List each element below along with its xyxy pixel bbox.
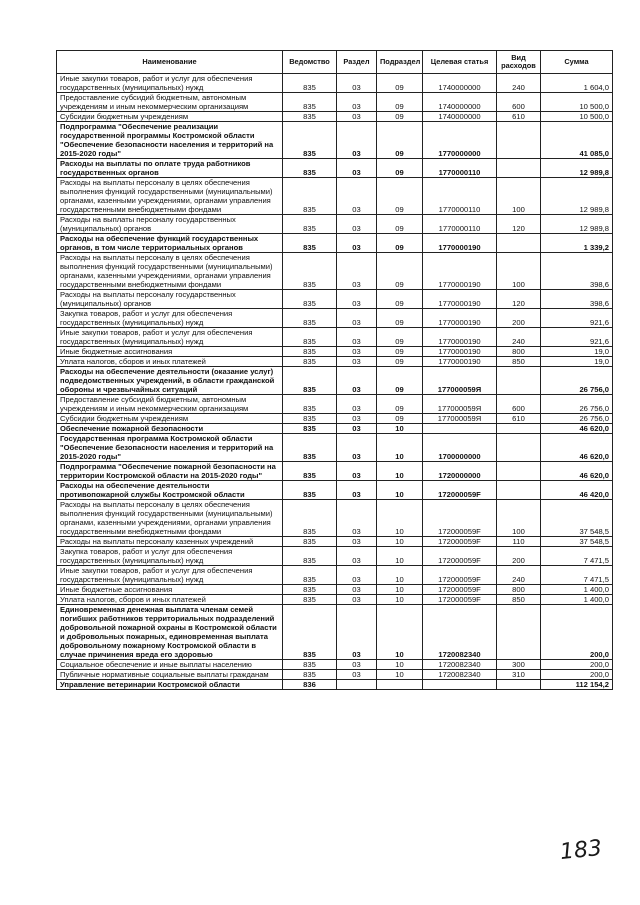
cell-expense-type: 800 bbox=[497, 585, 541, 595]
cell-amount: 37 548,5 bbox=[541, 537, 613, 547]
cell-name: Единовременная денежная выплата членам семей погибших работников территориальных подразделений добровольной пожарной охраны в Костромской области и добровольных пожарных, единовременная выплата добровольному пожарному Костромской области в случае причинения вреда его здоровью bbox=[57, 605, 283, 660]
cell-name: Субсидии бюджетным учреждениям bbox=[57, 414, 283, 424]
cell-subsection: 09 bbox=[377, 367, 423, 395]
cell-department: 835 bbox=[283, 414, 337, 424]
cell-section: 03 bbox=[337, 328, 377, 347]
cell-target-article: 1770000110 bbox=[423, 178, 497, 215]
cell-department: 835 bbox=[283, 74, 337, 93]
cell-target-article: 1770000110 bbox=[423, 159, 497, 178]
cell-expense-type: 120 bbox=[497, 290, 541, 309]
cell-amount: 1 604,0 bbox=[541, 74, 613, 93]
table-row bbox=[57, 357, 613, 367]
table-row bbox=[57, 395, 613, 414]
cell-amount: 200,0 bbox=[541, 670, 613, 680]
table-row bbox=[57, 595, 613, 605]
cell-subsection: 09 bbox=[377, 328, 423, 347]
cell-section: 03 bbox=[337, 159, 377, 178]
cell-target-article: 1770000190 bbox=[423, 357, 497, 367]
table-row bbox=[57, 670, 613, 680]
cell-name: Иные бюджетные ассигнования bbox=[57, 347, 283, 357]
table-body bbox=[57, 74, 613, 690]
cell-department: 835 bbox=[283, 290, 337, 309]
table-row bbox=[57, 328, 613, 347]
cell-target-article: 1770000190 bbox=[423, 347, 497, 357]
cell-subsection: 10 bbox=[377, 500, 423, 537]
cell-department: 835 bbox=[283, 595, 337, 605]
cell-amount: 26 756,0 bbox=[541, 395, 613, 414]
cell-department: 835 bbox=[283, 357, 337, 367]
cell-section: 03 bbox=[337, 290, 377, 309]
cell-expense-type bbox=[497, 434, 541, 462]
cell-section: 03 bbox=[337, 309, 377, 328]
cell-subsection: 09 bbox=[377, 357, 423, 367]
cell-amount: 398,6 bbox=[541, 290, 613, 309]
cell-target-article: 172000059F bbox=[423, 566, 497, 585]
cell-target-article bbox=[423, 680, 497, 690]
cell-name: Расходы на выплаты персоналу государственных (муниципальных) органов bbox=[57, 290, 283, 309]
cell-department: 835 bbox=[283, 234, 337, 253]
cell-target-article: 177000059Я bbox=[423, 395, 497, 414]
cell-expense-type bbox=[497, 122, 541, 159]
cell-target-article: 1770000190 bbox=[423, 328, 497, 347]
table-row bbox=[57, 215, 613, 234]
cell-department: 835 bbox=[283, 178, 337, 215]
cell-expense-type: 200 bbox=[497, 309, 541, 328]
cell-expense-type: 850 bbox=[497, 357, 541, 367]
cell-target-article: 1740000000 bbox=[423, 93, 497, 112]
cell-expense-type: 110 bbox=[497, 537, 541, 547]
table-row bbox=[57, 585, 613, 595]
budget-table bbox=[56, 50, 613, 690]
cell-name: Подпрограмма "Обеспечение пожарной безопасности на территории Костромской области на 2015-2020 годы" bbox=[57, 462, 283, 481]
cell-amount: 200,0 bbox=[541, 660, 613, 670]
cell-section: 03 bbox=[337, 253, 377, 290]
header-subsection: Подраздел bbox=[377, 51, 423, 74]
cell-target-article: 1740000000 bbox=[423, 74, 497, 93]
cell-subsection bbox=[377, 680, 423, 690]
cell-expense-type: 300 bbox=[497, 660, 541, 670]
cell-expense-type: 610 bbox=[497, 112, 541, 122]
table-row bbox=[57, 290, 613, 309]
cell-name: Расходы на выплаты персоналу казенных учреждений bbox=[57, 537, 283, 547]
cell-section: 03 bbox=[337, 605, 377, 660]
header-target-article: Целевая статья bbox=[423, 51, 497, 74]
cell-name: Расходы на обеспечение деятельности противопожарной службы Костромской области bbox=[57, 481, 283, 500]
cell-department: 835 bbox=[283, 481, 337, 500]
cell-subsection: 10 bbox=[377, 595, 423, 605]
table-header-row bbox=[57, 51, 613, 74]
cell-subsection: 09 bbox=[377, 74, 423, 93]
cell-subsection: 09 bbox=[377, 93, 423, 112]
page-number: 183 bbox=[558, 835, 604, 866]
cell-section: 03 bbox=[337, 347, 377, 357]
cell-section: 03 bbox=[337, 215, 377, 234]
cell-amount: 7 471,5 bbox=[541, 566, 613, 585]
cell-amount: 921,6 bbox=[541, 309, 613, 328]
cell-section: 03 bbox=[337, 74, 377, 93]
cell-expense-type: 240 bbox=[497, 74, 541, 93]
cell-subsection: 09 bbox=[377, 178, 423, 215]
cell-section: 03 bbox=[337, 566, 377, 585]
header-amount: Сумма bbox=[541, 51, 613, 74]
cell-department: 835 bbox=[283, 566, 337, 585]
cell-target-article: 1770000190 bbox=[423, 253, 497, 290]
cell-expense-type: 120 bbox=[497, 215, 541, 234]
cell-department: 836 bbox=[283, 680, 337, 690]
cell-expense-type: 850 bbox=[497, 595, 541, 605]
cell-section: 03 bbox=[337, 537, 377, 547]
cell-expense-type: 310 bbox=[497, 670, 541, 680]
cell-department: 835 bbox=[283, 547, 337, 566]
cell-name: Расходы на обеспечение деятельности (оказание услуг) подведомственных учреждений, в области гражданской обороны и чрезвычайных ситуаций bbox=[57, 367, 283, 395]
cell-amount: 1 400,0 bbox=[541, 585, 613, 595]
cell-amount: 1 400,0 bbox=[541, 595, 613, 605]
cell-department: 835 bbox=[283, 328, 337, 347]
cell-target-article: 172000059F bbox=[423, 500, 497, 537]
cell-name: Субсидии бюджетным учреждениям bbox=[57, 112, 283, 122]
cell-subsection: 10 bbox=[377, 585, 423, 595]
cell-subsection: 09 bbox=[377, 234, 423, 253]
cell-subsection: 09 bbox=[377, 253, 423, 290]
header-expense-type: Вид расходов bbox=[497, 51, 541, 74]
cell-name: Расходы на выплаты персоналу в целях обеспечения выполнения функций государственными (муниципальными) органами, казенными учреждениями, органами управления государственными внебюджетными фондами bbox=[57, 178, 283, 215]
cell-section: 03 bbox=[337, 112, 377, 122]
cell-department: 835 bbox=[283, 215, 337, 234]
cell-section: 03 bbox=[337, 481, 377, 500]
cell-section: 03 bbox=[337, 234, 377, 253]
header-name: Наименование bbox=[57, 51, 283, 74]
table-row bbox=[57, 566, 613, 585]
table-row bbox=[57, 414, 613, 424]
cell-amount: 398,6 bbox=[541, 253, 613, 290]
cell-expense-type: 100 bbox=[497, 500, 541, 537]
cell-subsection: 10 bbox=[377, 605, 423, 660]
table-row bbox=[57, 680, 613, 690]
cell-expense-type: 610 bbox=[497, 414, 541, 424]
cell-name: Управление ветеринарии Костромской области bbox=[57, 680, 283, 690]
cell-section: 03 bbox=[337, 434, 377, 462]
cell-amount: 200,0 bbox=[541, 605, 613, 660]
cell-section: 03 bbox=[337, 93, 377, 112]
cell-target-article: 172000059F bbox=[423, 595, 497, 605]
table-row bbox=[57, 424, 613, 434]
cell-target-article: 172000059F bbox=[423, 547, 497, 566]
cell-expense-type bbox=[497, 424, 541, 434]
cell-amount: 12 989,8 bbox=[541, 215, 613, 234]
table-row bbox=[57, 74, 613, 93]
cell-target-article: 1740000000 bbox=[423, 112, 497, 122]
cell-name: Иные закупки товаров, работ и услуг для обеспечения государственных (муниципальных) нужд bbox=[57, 74, 283, 93]
table-row bbox=[57, 309, 613, 328]
cell-amount: 26 756,0 bbox=[541, 414, 613, 424]
table-row bbox=[57, 660, 613, 670]
cell-section: 03 bbox=[337, 595, 377, 605]
cell-target-article: 1720082340 bbox=[423, 605, 497, 660]
table-row bbox=[57, 605, 613, 660]
cell-subsection: 10 bbox=[377, 547, 423, 566]
cell-expense-type: 240 bbox=[497, 566, 541, 585]
cell-department: 835 bbox=[283, 395, 337, 414]
cell-amount: 37 548,5 bbox=[541, 500, 613, 537]
cell-department: 835 bbox=[283, 253, 337, 290]
header-section: Раздел bbox=[337, 51, 377, 74]
cell-subsection: 10 bbox=[377, 434, 423, 462]
cell-amount: 1 339,2 bbox=[541, 234, 613, 253]
cell-expense-type: 800 bbox=[497, 347, 541, 357]
cell-name: Расходы на выплаты персоналу в целях обеспечения выполнения функций государственными (муниципальными) органами, казенными учреждениями, органами управления государственными внебюджетными фондами bbox=[57, 253, 283, 290]
cell-section: 03 bbox=[337, 585, 377, 595]
cell-subsection: 10 bbox=[377, 481, 423, 500]
cell-name: Обеспечение пожарной безопасности bbox=[57, 424, 283, 434]
cell-expense-type bbox=[497, 159, 541, 178]
cell-amount: 12 989,8 bbox=[541, 159, 613, 178]
cell-target-article: 172000059F bbox=[423, 585, 497, 595]
cell-department: 835 bbox=[283, 537, 337, 547]
table-row bbox=[57, 347, 613, 357]
cell-expense-type: 100 bbox=[497, 253, 541, 290]
cell-expense-type bbox=[497, 680, 541, 690]
cell-amount: 19,0 bbox=[541, 347, 613, 357]
cell-name: Публичные нормативные социальные выплаты гражданам bbox=[57, 670, 283, 680]
cell-name: Уплата налогов, сборов и иных платежей bbox=[57, 357, 283, 367]
cell-target-article: 1720082340 bbox=[423, 660, 497, 670]
cell-expense-type: 600 bbox=[497, 395, 541, 414]
cell-section: 03 bbox=[337, 395, 377, 414]
cell-subsection: 09 bbox=[377, 112, 423, 122]
cell-subsection: 10 bbox=[377, 566, 423, 585]
cell-target-article: 1770000190 bbox=[423, 290, 497, 309]
cell-section: 03 bbox=[337, 178, 377, 215]
cell-expense-type bbox=[497, 234, 541, 253]
cell-target-article: 177000059Я bbox=[423, 414, 497, 424]
cell-amount: 41 085,0 bbox=[541, 122, 613, 159]
cell-department: 835 bbox=[283, 112, 337, 122]
cell-department: 835 bbox=[283, 159, 337, 178]
cell-subsection: 09 bbox=[377, 347, 423, 357]
cell-section bbox=[337, 680, 377, 690]
cell-subsection: 09 bbox=[377, 215, 423, 234]
cell-section: 03 bbox=[337, 357, 377, 367]
cell-section: 03 bbox=[337, 462, 377, 481]
cell-amount: 112 154,2 bbox=[541, 680, 613, 690]
cell-name: Расходы на выплаты персоналу государственных (муниципальных) органов bbox=[57, 215, 283, 234]
cell-target-article: 1700000000 bbox=[423, 434, 497, 462]
cell-subsection: 10 bbox=[377, 462, 423, 481]
table-row bbox=[57, 481, 613, 500]
cell-target-article: 1770000000 bbox=[423, 122, 497, 159]
cell-amount: 46 620,0 bbox=[541, 462, 613, 481]
table-row bbox=[57, 253, 613, 290]
cell-amount: 26 756,0 bbox=[541, 367, 613, 395]
cell-amount: 12 989,8 bbox=[541, 178, 613, 215]
cell-target-article: 1720082340 bbox=[423, 670, 497, 680]
cell-department: 835 bbox=[283, 434, 337, 462]
cell-name: Иные бюджетные ассигнования bbox=[57, 585, 283, 595]
table-row bbox=[57, 122, 613, 159]
cell-section: 03 bbox=[337, 547, 377, 566]
cell-subsection: 09 bbox=[377, 395, 423, 414]
cell-expense-type: 240 bbox=[497, 328, 541, 347]
cell-expense-type: 200 bbox=[497, 547, 541, 566]
cell-expense-type bbox=[497, 462, 541, 481]
cell-department: 835 bbox=[283, 424, 337, 434]
cell-subsection: 09 bbox=[377, 309, 423, 328]
cell-name: Уплата налогов, сборов и иных платежей bbox=[57, 595, 283, 605]
header-department: Ведомство bbox=[283, 51, 337, 74]
cell-subsection: 10 bbox=[377, 660, 423, 670]
cell-department: 835 bbox=[283, 605, 337, 660]
cell-target-article: 1770000190 bbox=[423, 234, 497, 253]
cell-amount: 921,6 bbox=[541, 328, 613, 347]
table-row bbox=[57, 234, 613, 253]
cell-amount: 10 500,0 bbox=[541, 112, 613, 122]
cell-target-article: 1770000190 bbox=[423, 309, 497, 328]
cell-amount: 46 620,0 bbox=[541, 424, 613, 434]
table-row bbox=[57, 159, 613, 178]
table-row bbox=[57, 112, 613, 122]
cell-amount: 7 471,5 bbox=[541, 547, 613, 566]
cell-subsection: 09 bbox=[377, 290, 423, 309]
table-row bbox=[57, 462, 613, 481]
cell-section: 03 bbox=[337, 414, 377, 424]
cell-section: 03 bbox=[337, 424, 377, 434]
table-row bbox=[57, 500, 613, 537]
cell-target-article: 177000059Я bbox=[423, 367, 497, 395]
cell-section: 03 bbox=[337, 670, 377, 680]
cell-expense-type: 100 bbox=[497, 178, 541, 215]
cell-department: 835 bbox=[283, 122, 337, 159]
cell-name: Закупка товаров, работ и услуг для обеспечения государственных (муниципальных) нужд bbox=[57, 309, 283, 328]
cell-department: 835 bbox=[283, 660, 337, 670]
cell-subsection: 10 bbox=[377, 424, 423, 434]
cell-name: Закупка товаров, работ и услуг для обеспечения государственных (муниципальных) нужд bbox=[57, 547, 283, 566]
cell-section: 03 bbox=[337, 367, 377, 395]
cell-name: Предоставление субсидий бюджетным, автономным учреждениям и иным некоммерческим организациям bbox=[57, 395, 283, 414]
cell-amount: 10 500,0 bbox=[541, 93, 613, 112]
cell-amount: 19,0 bbox=[541, 357, 613, 367]
cell-section: 03 bbox=[337, 660, 377, 670]
cell-amount: 46 420,0 bbox=[541, 481, 613, 500]
cell-subsection: 09 bbox=[377, 159, 423, 178]
table-row bbox=[57, 434, 613, 462]
cell-target-article: 1720000000 bbox=[423, 462, 497, 481]
cell-target-article: 1770000110 bbox=[423, 215, 497, 234]
cell-department: 835 bbox=[283, 347, 337, 357]
cell-department: 835 bbox=[283, 500, 337, 537]
cell-department: 835 bbox=[283, 309, 337, 328]
cell-subsection: 10 bbox=[377, 537, 423, 547]
table-row bbox=[57, 367, 613, 395]
cell-name: Иные закупки товаров, работ и услуг для обеспечения государственных (муниципальных) нужд bbox=[57, 328, 283, 347]
cell-subsection: 09 bbox=[377, 414, 423, 424]
cell-section: 03 bbox=[337, 500, 377, 537]
cell-department: 835 bbox=[283, 585, 337, 595]
cell-name: Иные закупки товаров, работ и услуг для обеспечения государственных (муниципальных) нужд bbox=[57, 566, 283, 585]
cell-name: Расходы на выплаты персоналу в целях обеспечения выполнения функций государственными (муниципальными) органами, казенными учреждениями, органами управления государственными внебюджетными фондами bbox=[57, 500, 283, 537]
table-row bbox=[57, 93, 613, 112]
cell-section: 03 bbox=[337, 122, 377, 159]
cell-expense-type bbox=[497, 605, 541, 660]
cell-expense-type bbox=[497, 367, 541, 395]
cell-expense-type: 600 bbox=[497, 93, 541, 112]
cell-target-article: 172000059F bbox=[423, 481, 497, 500]
cell-name: Расходы на обеспечение функций государственных органов, в том числе территориальных органов bbox=[57, 234, 283, 253]
table-row bbox=[57, 537, 613, 547]
cell-department: 835 bbox=[283, 462, 337, 481]
cell-subsection: 10 bbox=[377, 670, 423, 680]
cell-department: 835 bbox=[283, 93, 337, 112]
cell-target-article: 172000059F bbox=[423, 537, 497, 547]
table-row bbox=[57, 547, 613, 566]
cell-name: Государственная программа Костромской области "Обеспечение безопасности населения и территорий на 2015-2020 годы" bbox=[57, 434, 283, 462]
cell-name: Предоставление субсидий бюджетным, автономным учреждениям и иным некоммерческим организациям bbox=[57, 93, 283, 112]
cell-department: 835 bbox=[283, 367, 337, 395]
cell-target-article bbox=[423, 424, 497, 434]
cell-name: Социальное обеспечение и иные выплаты населению bbox=[57, 660, 283, 670]
cell-department: 835 bbox=[283, 670, 337, 680]
cell-name: Подпрограмма "Обеспечение реализации государственной программы Костромской области "Обеспечение безопасности населения и территорий на 2015-2020 годы" bbox=[57, 122, 283, 159]
cell-expense-type bbox=[497, 481, 541, 500]
table-row bbox=[57, 178, 613, 215]
cell-amount: 46 620,0 bbox=[541, 434, 613, 462]
cell-subsection: 09 bbox=[377, 122, 423, 159]
cell-name: Расходы на выплаты по оплате труда работников государственных органов bbox=[57, 159, 283, 178]
